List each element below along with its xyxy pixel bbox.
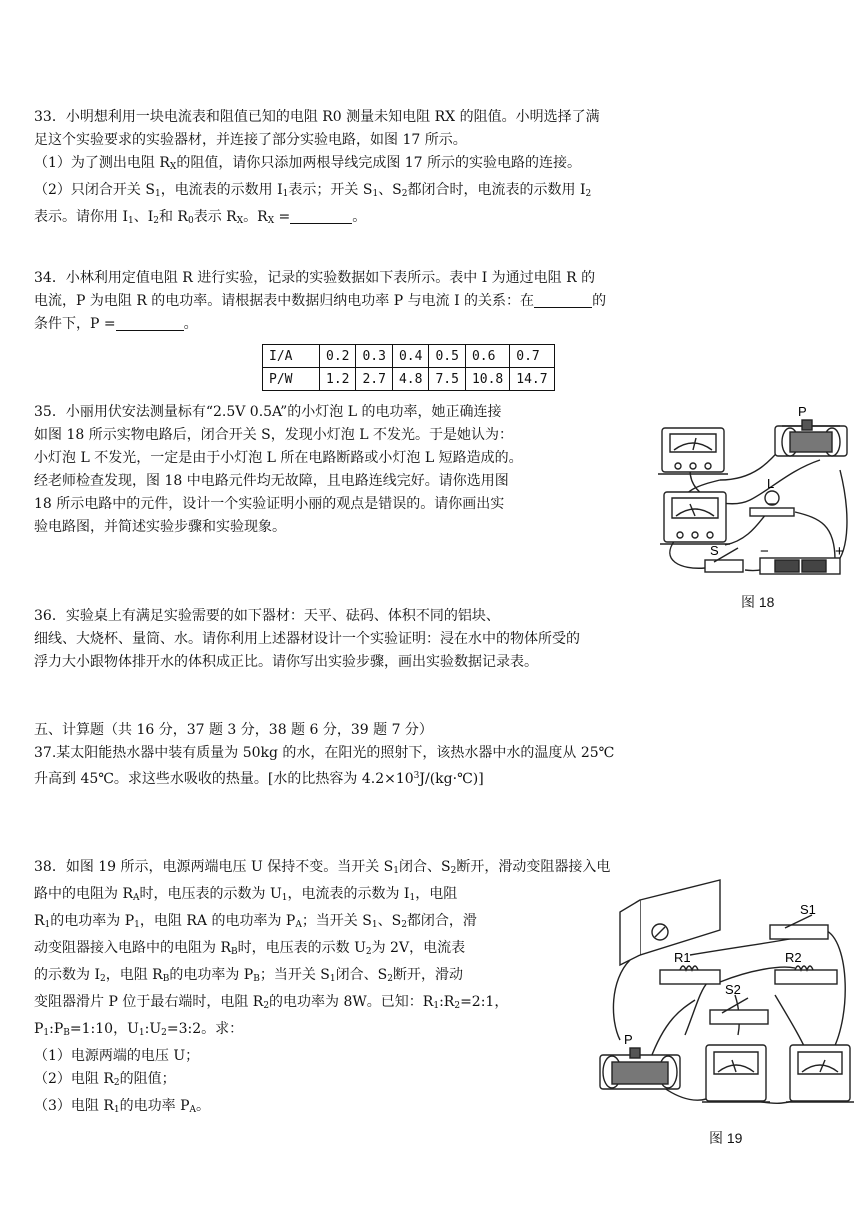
fig19-label-r1: R1 [674, 950, 691, 965]
question-35 [34, 401, 523, 539]
fig18-label-p: P [798, 404, 807, 419]
table-cell: 2.7 [356, 368, 392, 391]
q38-sub3: （3）电阻 $R_1$的电功率 $P_A$。 [34, 1098, 211, 1115]
question-33 [34, 106, 600, 233]
table-header-cell: I/A [263, 345, 320, 368]
fig19-label-r2: R2 [785, 950, 802, 965]
data-table [262, 344, 555, 391]
q35-line: 小灯泡 L 不发光，一定是由于小灯泡 L 所在电路断路或小灯泡 L 短路造成的。 [34, 450, 523, 466]
q33-line2: 足这个实验要求的实验器材，并连接了部分实验电路，如图 17 所示。 [34, 132, 467, 148]
q34-line1: 34．小林利用定值电阻 R 进行实验，记录的实验数据如下表所示。表中 I 为通过电阻 R 的 [34, 270, 596, 286]
q38-line2: 路中的电阻为 $R_A$时，电压表的示数为 $U_1$，电流表的示数为 $I_1$，电阻 [34, 886, 458, 903]
q33-part1: （1）为了测出电阻 $R_X$的阻值，请你只添加两根导线完成图 17 所示的实验电路的连接。 [34, 155, 582, 172]
question-38 [34, 856, 610, 1122]
q37-line2: 升高到 45℃。求这些水吸收的热量。[水的比热容为 $4.2\times 10^3J/(kg\cdot℃)$] [34, 771, 484, 787]
q35-line: 如图 18 所示实物电路后，闭合开关 S，发现小灯泡 L 不发光。于是她认为： [34, 427, 513, 443]
table-cell: 1.2 [320, 368, 356, 391]
q33-line1: 33．小明想利用一块电流表和阻值已知的电阻 R0 测量未知电阻 RX 的阻值。小明选择了满 [34, 109, 600, 125]
figure-18-caption: 图 18 [741, 594, 775, 610]
question-36 [34, 605, 580, 674]
fig19-label-s2: S2 [725, 982, 741, 997]
fig18-label-s: S [710, 543, 719, 558]
q38-line5: 的示数为 $I_2$，电阻 $R_B$的电功率为 $P_B$；当开关 $S_1$闭合、$S_2$断开，滑动 [34, 967, 463, 984]
section-heading: 五、计算题（共 16 分，37 题 3 分，38 题 6 分，39 题 7 分） [34, 722, 433, 738]
question-34 [34, 267, 606, 336]
fig18-label-l: L [767, 476, 775, 491]
table-cell: 0.7 [510, 345, 554, 368]
q36-line: 浮力大小跟物体排开水的体积成正比。请你写出实验步骤，画出实验数据记录表。 [34, 654, 538, 670]
answer-blank[interactable] [290, 209, 352, 224]
figure-18-circuit [650, 400, 860, 580]
figure-19-caption: 图 19 [709, 1130, 743, 1146]
table-cell: 7.5 [429, 368, 465, 391]
table-cell: 0.3 [356, 345, 392, 368]
q35-line: 18 所示电路中的元件，设计一个实验证明小丽的观点是错误的。请你画出实 [34, 496, 505, 512]
q38-sub2: （2）电阻 $R_2$的阻值； [34, 1071, 176, 1088]
fig19-label-s1: S1 [800, 902, 816, 917]
q38-line6: 变阻器滑片 P 位于最右端时，电阻 $R_2$的电功率为 8W。已知：$R_1:R_2=2:1$， [34, 994, 509, 1011]
section-5 [34, 719, 614, 791]
table-cell: 0.5 [429, 345, 465, 368]
q38-line1: 38．如图 19 所示，电源两端电压 U 保持不变。当开关 $S_1$闭合、$S_2$断开，滑动变阻器接入电 [34, 859, 611, 876]
figure-19-circuit [590, 870, 858, 1122]
q38-line4: 动变阻器接入电路中的电阻为 $R_B$时，电压表的示数 $U_2$为 2V，电流表 [34, 940, 466, 957]
table-row [263, 368, 555, 391]
table-cell: 0.2 [320, 345, 356, 368]
q34-line3: 条件下，P = 。 [34, 316, 198, 332]
q37-line1: 37.某太阳能热水器中装有质量为 50kg 的水，在阳光的照射下，该热水器中水的温度从 25℃ [34, 745, 615, 761]
table-cell: 0.6 [465, 345, 509, 368]
table-header-cell: P/W [263, 368, 320, 391]
table-cell: 0.4 [392, 345, 428, 368]
q35-line: 验电路图，并简述实验步骤和实验现象。 [34, 519, 286, 535]
table-row [263, 345, 555, 368]
q33-part2: （2）只闭合开关 $S_1$，电流表的示数用 $I_1$表示；开关 $S_1$、$S_2$都闭合时，电流表的示数用 $I_2$ [34, 182, 592, 199]
q38-line7: $P_1:P_B=1:10$，$U_1:U_2=3:2$。求： [34, 1021, 244, 1038]
fig18-label-minus: − [760, 543, 769, 560]
table-cell: 4.8 [392, 368, 428, 391]
answer-blank[interactable] [116, 316, 184, 331]
q34-line2: 电流，P 为电阻 R 的电功率。请根据表中数据归纳电功率 P 与电流 I 的关系：在 的 [34, 293, 607, 309]
fig18-label-plus: + [835, 543, 844, 560]
q38-line3: $R_1$的电功率为 $P_1$，电阻 RA 的电功率为 $P_A$；当开关 $S_1$、$S_2$都闭合，滑 [34, 913, 477, 930]
q33-part3: 表示。请你用 $I_1$、$I_2$和 $R_0$表示 $R_X$。$R_X$ = 。 [34, 209, 367, 226]
q36-line: 细线、大烧杯、量筒、水。请你利用上述器材设计一个实验证明：浸在水中的物体所受的 [34, 631, 580, 647]
answer-blank[interactable] [534, 293, 592, 308]
q35-line: 35．小丽用伏安法测量标有“2.5V 0.5A”的小灯泡 L 的电功率，她正确连接 [34, 404, 502, 420]
table-cell: 10.8 [465, 368, 509, 391]
q36-line: 36．实验桌上有满足实验需要的如下器材：天平、砝码、体积不同的铝块、 [34, 608, 500, 624]
table-cell: 14.7 [510, 368, 554, 391]
q38-sub1: （1）电源两端的电压 U； [34, 1048, 200, 1064]
q35-line: 经老师检查发现，图 18 中电路元件均无故障，且电路连线完好。请你选用图 [34, 473, 509, 489]
fig19-label-p: P [624, 1032, 633, 1047]
